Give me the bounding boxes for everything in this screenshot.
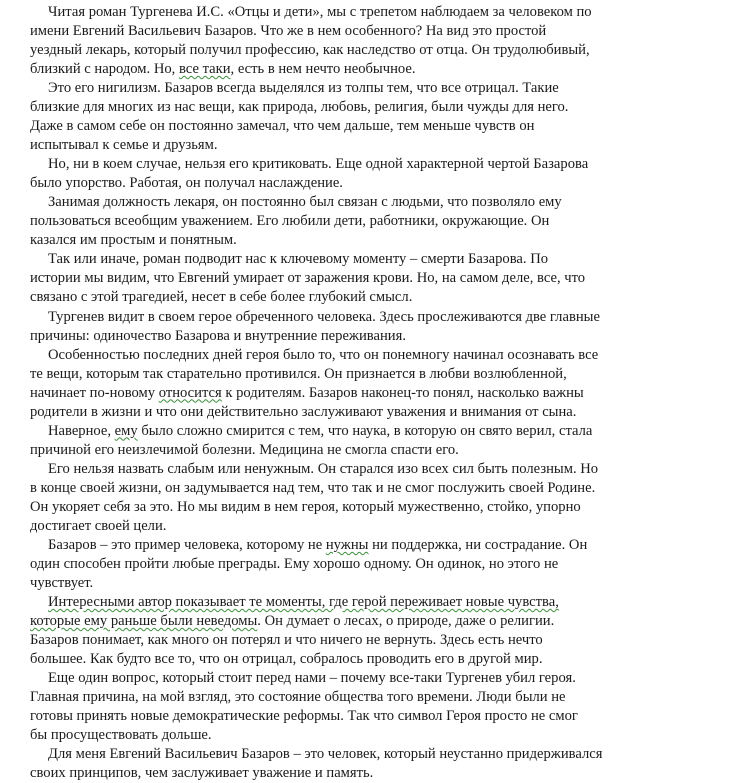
paragraph — [30, 346, 706, 422]
line-text: близкий с народом. Но, — [30, 61, 179, 78]
line-text: Его нельзя назвать слабым или ненужным. Он старался изо всех сил быть полезным. Но — [48, 460, 599, 477]
text-line — [30, 117, 706, 136]
text-line — [30, 193, 706, 212]
line-text: Так или иначе, роман подводит нас к ключевому моменту – смерти Базарова. По — [48, 251, 549, 268]
line-text: пользоваться всеобщим уважением. Его любили дети, работники, окружающие. Он — [30, 213, 550, 230]
line-text: к родителям. Базаров наконец-то понял, насколько важны — [221, 384, 584, 401]
paragraph — [30, 79, 706, 155]
line-text: Базаров – это пример человека, которому не — [48, 536, 326, 553]
line-text: Это его нигилизм. Базаров всегда выделялся из толпы тем, что все отрицал. Такие — [48, 80, 559, 97]
line-text: казался им простым и понятным. — [30, 232, 237, 249]
line-text: Занимая должность лекаря, он постоянно был связан с людьми, что позволяло ему — [48, 194, 562, 211]
line-text: было упорство. Работая, он получал наслаждение. — [30, 175, 343, 192]
text-line — [30, 60, 706, 79]
text-line — [30, 631, 706, 650]
paragraph — [30, 308, 706, 346]
line-text: начинает по-новому — [30, 384, 159, 401]
paragraph — [30, 593, 706, 669]
line-text: Читая роман Тургенева И.С. «Отцы и дети», мы с трепетом наблюдаем за человеком по — [48, 4, 592, 20]
text-line — [30, 365, 706, 384]
line-text: было сложно смирится с тем, что наука, в которую он свято верил, стала — [137, 422, 593, 439]
line-text: те вещи, которым так старательно противился. Он признается в любви возлюбленной, — [30, 365, 567, 382]
paragraph — [30, 155, 706, 193]
text-line — [30, 441, 706, 460]
line-text: испытывал к семье и друзьям. — [30, 137, 218, 154]
line-text: , есть в нем нечто необычное. — [230, 61, 416, 78]
text-line — [30, 650, 706, 669]
grammar-flagged-text[interactable]: Интересными автор показывает те моменты, где герой переживает новые чувства, — [48, 593, 559, 610]
text-line — [30, 479, 706, 498]
line-text: бы просуществовать дольше. — [30, 727, 212, 744]
text-line — [30, 327, 706, 346]
line-text: уездный лекарь, который получил профессию, как наследство от отца. Он трудолюбивый, — [30, 42, 590, 59]
line-text: Наверное, — [48, 422, 115, 439]
grammar-flagged-text[interactable]: нужны — [325, 536, 369, 553]
text-line — [30, 269, 706, 288]
line-text: один способен пройти любые преграды. Ему хорошо одному. Он одинок, но этого не — [30, 555, 559, 572]
text-line — [30, 764, 706, 783]
text-line — [30, 498, 706, 517]
line-text: Еще один вопрос, который стоит перед нами – почему все-таки Тургенев убил героя. — [48, 670, 576, 687]
line-text: Главная причина, на мой взгляд, это состояние общества того времени. Люди были не — [30, 689, 566, 706]
document-body — [30, 3, 706, 783]
grammar-flagged-text[interactable]: относится — [158, 384, 222, 401]
grammar-flagged-text[interactable]: все таки — [178, 61, 231, 78]
paragraph — [30, 3, 706, 79]
line-text: Для меня Евгений Васильевич Базаров – это человек, который неустанно придерживался — [48, 746, 603, 763]
line-text: связано с этой трагедией, несет в себе более глубокий смысл. — [30, 289, 413, 306]
grammar-flagged-text[interactable]: ему — [114, 422, 138, 439]
text-line — [30, 308, 706, 327]
text-line — [30, 707, 706, 726]
text-line — [30, 688, 706, 707]
text-line — [30, 155, 706, 174]
line-text: ни поддержка, ни сострадание. Он — [368, 536, 588, 553]
line-text: близкие для многих из нас вещи, как природа, любовь, религия, были чужды для него. — [30, 99, 569, 116]
paragraph — [30, 460, 706, 536]
paragraph — [30, 745, 706, 783]
line-text: Тургенев видит в своем герое обреченного человека. Здесь прослеживаются две главные — [48, 308, 600, 325]
grammar-flagged-text[interactable]: которые ему раньше были неведомы — [30, 613, 258, 629]
line-text: Но, ни в коем случае, нельзя его критиковать. Еще одной характерной чертой Базарова — [48, 156, 589, 173]
line-text: . Он думает о лесах, о природе, даже о религии. — [257, 613, 555, 629]
text-line — [30, 555, 706, 574]
text-line — [30, 593, 706, 612]
text-line — [30, 250, 706, 269]
line-text: своих принципов, чем заслуживает уважение и память. — [30, 765, 374, 782]
line-text: причины: одиночество Базарова и внутренние переживания. — [30, 327, 406, 344]
text-line — [30, 536, 706, 555]
line-text: чувствует. — [30, 574, 94, 591]
line-text: Особенностью последних дней героя было то, что он понемногу начинал осознавать все — [48, 346, 599, 363]
paragraph — [30, 422, 706, 460]
text-line — [30, 612, 706, 631]
text-line — [30, 574, 706, 593]
paragraph — [30, 669, 706, 745]
text-line — [30, 3, 706, 22]
text-line — [30, 403, 706, 422]
paragraph — [30, 193, 706, 250]
text-line — [30, 422, 706, 441]
line-text: истории мы видим, что Евгений умирает от заражения крови. Но, на самом деле, все, что — [30, 270, 586, 287]
paragraph — [30, 250, 706, 307]
line-text: причиной его неизлечимой болезни. Медицина не смогла спасти его. — [30, 441, 459, 458]
line-text: Базаров понимает, как много он потерял и что ничего не вернуть. Здесь есть нечто — [30, 632, 543, 649]
line-text: Он укоряет себя за это. Но мы видим в нем героя, который мужественно, стойко, упорно — [30, 498, 581, 515]
text-line — [30, 346, 706, 365]
text-line — [30, 79, 706, 98]
paragraph — [30, 536, 706, 593]
text-line — [30, 212, 706, 231]
text-line — [30, 174, 706, 193]
text-line — [30, 288, 706, 307]
line-text: Даже в самом себе он постоянно замечал, что чем дальше, тем меньше чувств он — [30, 118, 535, 135]
text-line — [30, 231, 706, 250]
line-text: имени Евгений Васильевич Базаров. Что же в нем особенного? На вид это простой — [30, 23, 547, 40]
line-text: готовы принять новые демократические реформы. Так что символ Героя просто не смог — [30, 708, 578, 725]
text-line — [30, 726, 706, 745]
text-line — [30, 98, 706, 117]
line-text: родители в жизни и что они действительно заслуживают уважения и внимания от сына. — [30, 403, 577, 420]
line-text: большее. Как будто все то, что он отрицал, собралось проводить его в другой мир. — [30, 651, 543, 668]
text-line — [30, 460, 706, 479]
line-text: в конце своей жизни, он задумывается над тем, что так и не смог послужить своей Родине. — [30, 479, 596, 496]
text-line — [30, 669, 706, 688]
text-line — [30, 517, 706, 536]
text-line — [30, 22, 706, 41]
text-line — [30, 745, 706, 764]
text-line — [30, 384, 706, 403]
line-text: достигает своей цели. — [30, 517, 167, 534]
text-line — [30, 41, 706, 60]
text-line — [30, 136, 706, 155]
